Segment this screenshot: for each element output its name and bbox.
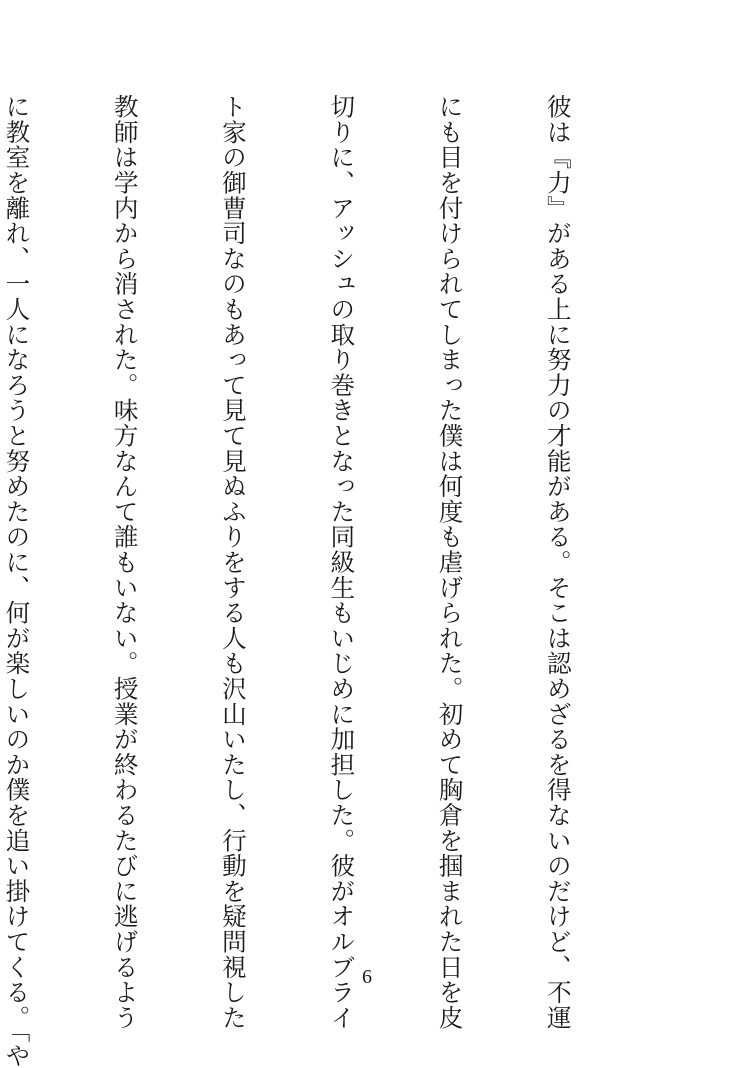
text-line: に教室を離れ、一人になろうと努めたのに、何が楽しいのか僕を追い掛けてくる。「や: [2, 94, 32, 1068]
text-line: 教師は学内から消された。味方なんて誰もいない。授業が終わるたびに逃げるよう: [110, 94, 140, 1031]
page-number: 6: [362, 966, 372, 988]
vertical-text-block: [2, 94, 648, 1068]
text-line: 彼は『力』がある上に努力の才能がある。そこは認めざるを得ないのだけど、不運: [543, 94, 573, 1031]
text-line: ト家の御曹司なのもあって見て見ぬふりをする人も沢山いたし、行動を疑問視した: [218, 94, 248, 1031]
text-line: 切りに、アッシュの取り巻きとなった同級生もいじめに加担した。彼がオルブライ: [327, 94, 357, 1031]
text-line: にも目を付けられてしまった僕は何度も虐げられた。初めて胸倉を掴まれた日を皮: [435, 94, 465, 1031]
